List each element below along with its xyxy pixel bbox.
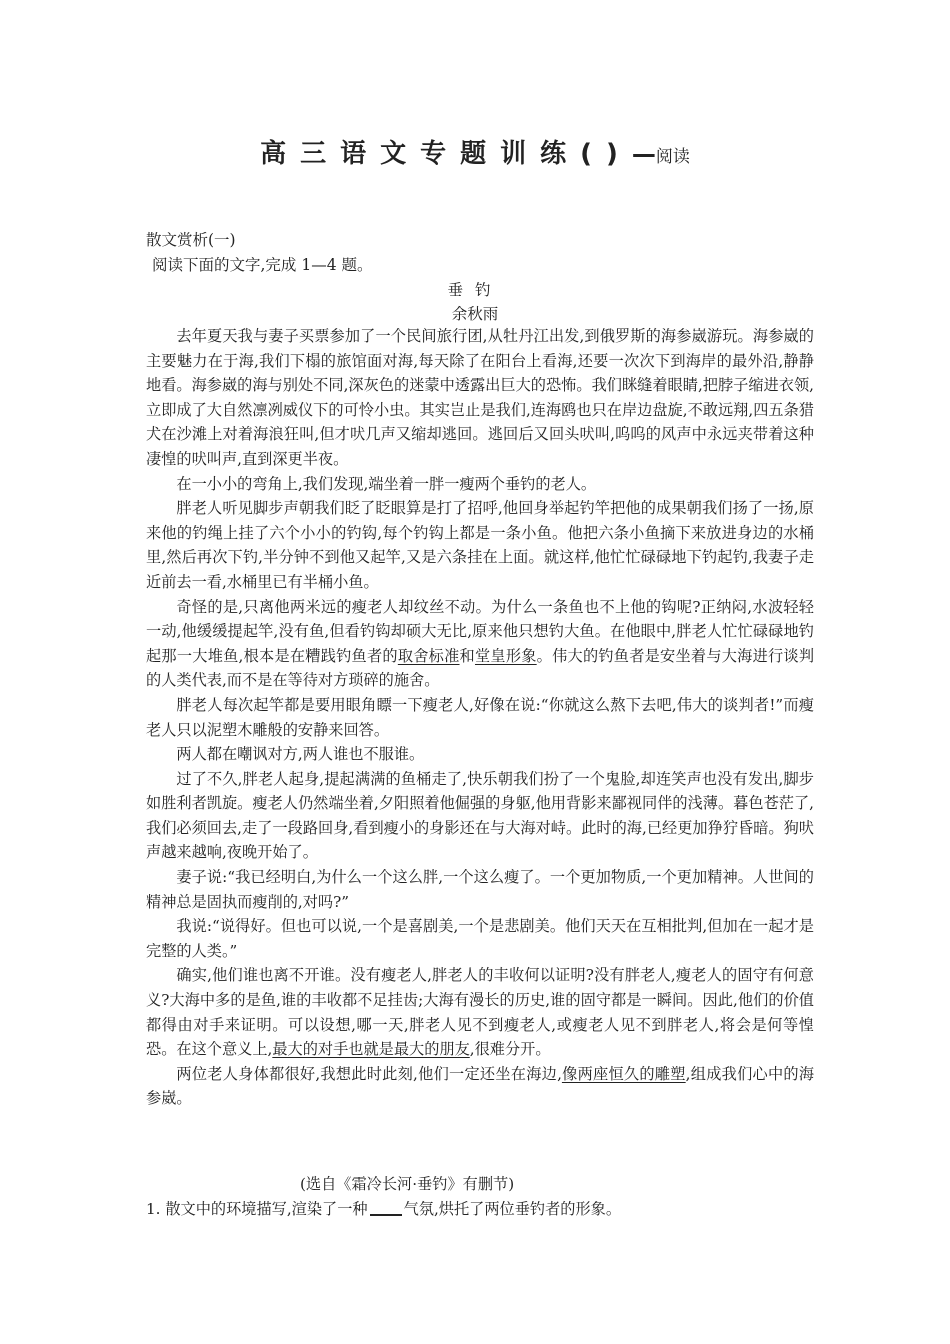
- article-body: [146, 324, 814, 1111]
- underlined-phrase: 最大的对手也就是最大的朋友: [272, 1040, 470, 1059]
- article-paragraph: [146, 472, 814, 497]
- instruction: 阅读下面的文字,完成 1—4 题。: [152, 256, 373, 274]
- paragraph-text: 我说:“说得好。但也可以说,一个是喜剧美,一个是悲剧美。他们天天在互相批判,但加在一起才是完整的人类。”: [146, 917, 814, 960]
- paragraph-text: ,组成我们心中的海参崴。: [146, 1064, 815, 1108]
- paragraph-text: 过了不久,胖老人起身,提起满满的鱼桶走了,快乐朝我们扮了一个鬼脸,却连笑声也没有发出,脚步如胜利者凯旋。瘦老人仍然端坐着,夕阳照着他倔强的身躯,他用背影来鄙视同伴的浅薄。暮色苍茫了,我们必须回去,走了一段路回身,看到瘦小的身影还在与大海对峙。此时的海,已经更加狰狞昏暗。狗吠声越来越响,夜晚开始了。: [146, 769, 814, 862]
- question-text-before: 散文中的环境描写,渲染了一种: [165, 1200, 368, 1218]
- title-dash: —: [631, 140, 656, 168]
- article-paragraph: [146, 767, 814, 865]
- answer-blank[interactable]: [370, 1200, 402, 1216]
- section-label: 散文赏析(一): [146, 231, 236, 249]
- question-1: [146, 1198, 621, 1219]
- page-title: [0, 133, 950, 170]
- paragraph-text: 两位老人身体都很好,我想此时此刻,他们一定还坐在海边,: [176, 1064, 562, 1083]
- question-number: 1.: [146, 1200, 161, 1218]
- article-paragraph: [146, 963, 814, 1061]
- paragraph-text: 两人都在嘲讽对方,两人谁也不服谁。: [176, 745, 425, 764]
- article-paragraph: [146, 693, 814, 742]
- question-text-after: 气氛,烘托了两位垂钓者的形象。: [403, 1200, 622, 1218]
- article-paragraph: [146, 595, 814, 693]
- paragraph-text: 妻子说:“我已经明白,为什么一个这么胖,一个这么瘦了。一个更加物质,一个更加精神。人世间的精神总是固执而瘦削的,对吗?”: [146, 868, 814, 911]
- underlined-phrase: 堂皇形象: [474, 646, 537, 665]
- title-main: 高三语文专题训练(): [260, 139, 632, 169]
- paragraph-text: 确实,他们谁也离不开谁。没有瘦老人,胖老人的丰收何以证明?没有胖老人,瘦老人的固守有何意义?大海中多的是鱼,谁的丰收都不足挂齿;大海有漫长的历史,谁的固守都是一瞬间。因此,他们的价值都得由对手来证明。可以设想,哪一天,胖老人见不到瘦老人,或瘦老人见不到胖老人,将会是何等惶恐。在这个意义上,: [146, 966, 814, 1059]
- paragraph-text: 和: [459, 646, 475, 665]
- article-paragraph: [146, 742, 814, 767]
- article-title: 垂钓: [447, 281, 503, 299]
- paragraph-text: 胖老人听见脚步声朝我们眨了眨眼算是打了招呼,他回身举起钓竿把他的成果朝我们扬了一扬,原来他的钓绳上挂了六个小小的钓钩,每个钓钩上都是一条小鱼。他把六条小鱼摘下来放进身边的水桶里,然后再次下钓,半分钟不到他又起竿,又是六条挂在上面。就这样,他忙忙碌碌地下钓起钓,我妻子走近前去一看,水桶里已有半桶小鱼。: [146, 499, 814, 591]
- paragraph-text: 胖老人每次起竿都是要用眼角瞟一下瘦老人,好像在说:“你就这么熬下去吧,伟大的谈判者!”而瘦老人只以泥塑木雕般的安静来回答。: [146, 695, 814, 739]
- article-paragraph: [146, 1062, 814, 1111]
- article-paragraph: [146, 324, 814, 472]
- article-source: (选自《霜冷长河·垂钓》有删节): [300, 1175, 515, 1193]
- title-sub: 阅读: [655, 147, 690, 167]
- paragraph-text: ,很难分开。: [469, 1040, 551, 1059]
- article-paragraph: [146, 914, 814, 963]
- paragraph-text: 去年夏天我与妻子买票参加了一个民间旅行团,从牡丹江出发,到俄罗斯的海参崴游玩。海参崴的主要魅力在于海,我们下榻的旅馆面对海,每天除了在阳台上看海,还要一次次下到海岸的最外沿,静静地看。海参崴的海与别处不同,深灰色的迷蒙中透露出巨大的恐怖。我们眯缝着眼睛,把脖子缩进衣领,立即成了大自然凛冽威仪下的可怜小虫。其实岂止是我们,连海鸥也只在岸边盘旋,不敢远翔,四五条猎犬在沙滩上对着海浪狂叫,但才吠几声又缩却逃回。逃回后又回头吠叫,呜呜的风声中永远夹带着这种凄惶的吠叫声,直到深更半夜。: [146, 327, 814, 468]
- article-author: 余秋雨: [451, 305, 499, 323]
- article-paragraph: [146, 496, 814, 594]
- paragraph-text: 在一小小的弯角上,我们发现,端坐着一胖一瘦两个垂钓的老人。: [176, 474, 597, 493]
- underlined-phrase: 取舍标准: [397, 646, 460, 665]
- article-paragraph: [146, 865, 814, 914]
- underlined-phrase: 像两座恒久的雕塑: [561, 1064, 686, 1083]
- paragraph-text: 奇怪的是,只离他两米远的瘦老人却纹丝不动。为什么一条鱼也不上他的钩呢?正纳闷,水波轻轻一动,他缓缓提起竿,没有鱼,但看钓钩却硕大无比,原来他只想钓大鱼。在他眼中,胖老人忙忙碌碌地钓起那一大堆鱼,根本是在糟践钓鱼者的: [146, 597, 814, 665]
- paragraph-text: 。伟大的钓鱼者是安坐着与大海进行谈判的人类代表,而不是在等待对方琐碎的施舍。: [146, 646, 815, 690]
